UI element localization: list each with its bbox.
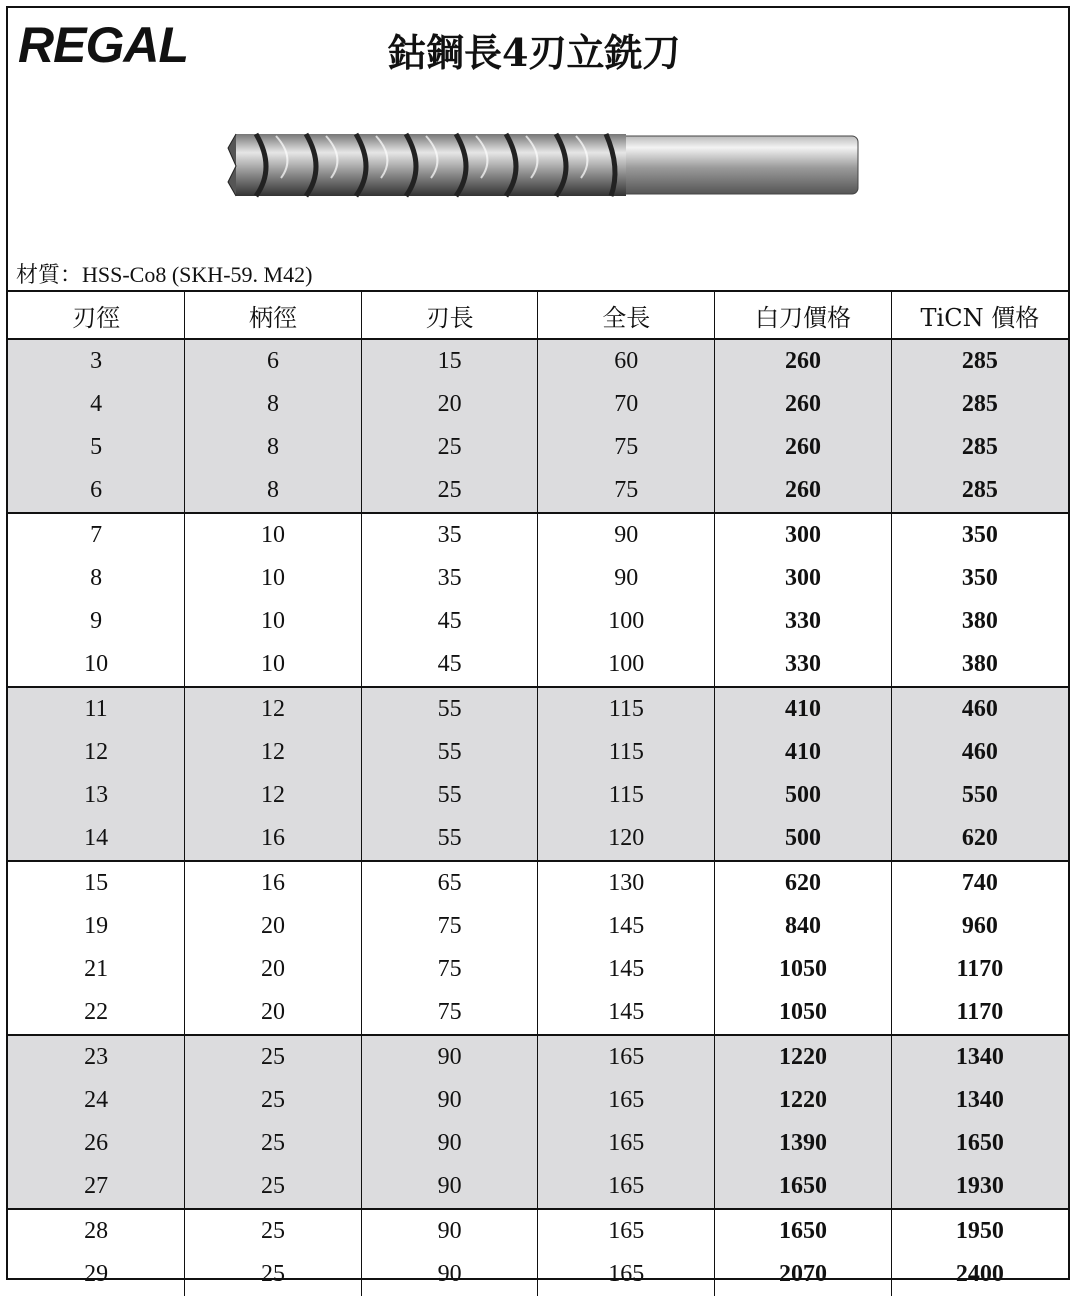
table-row [8,687,1068,731]
table-cell: 145 [538,948,715,991]
table-cell: 8 [90,565,103,591]
table-row [8,948,1068,991]
table-cell: 45 [361,600,538,643]
table-cell: 7 [8,513,185,557]
col-plain-price: 白刀價格 [715,291,892,339]
table-cell: 10 [185,557,362,600]
table-cell: 620 [891,817,1068,861]
table-row [8,774,1068,817]
table-cell: 500 [715,774,892,817]
table-row [8,383,1068,426]
table-cell: 90 [538,513,715,557]
table-cell: 130 [538,861,715,905]
table-cell: 10 [84,651,109,677]
table-cell: 24 [8,1079,185,1122]
table-cell: 70 [538,383,715,426]
table-cell: 740 [891,861,1068,905]
table-cell: 4 [8,383,185,426]
table-cell: 20 [361,383,538,426]
table-cell: 2070 [715,1253,892,1296]
table-cell: 45 [361,643,538,687]
row-group [8,339,1068,513]
page-title: 鈷鋼長4刃立銑刀 [388,30,681,75]
table-cell: 90 [538,557,715,600]
table-header-row [8,291,1068,339]
table-cell: 120 [538,817,715,861]
table-cell: 1340 [891,1079,1068,1122]
table-cell: 1650 [891,1122,1068,1165]
table-cell: 25 [185,1165,362,1209]
col-ticn-price: TiCN 價格 [891,291,1068,339]
table-cell: 285 [891,469,1068,513]
table-cell: 25 [185,1079,362,1122]
table-cell: 960 [891,905,1068,948]
table-cell: 19 [84,913,109,939]
table-cell: 115 [538,774,715,817]
table-row [8,731,1068,774]
table-cell: 1170 [891,991,1068,1035]
row-group [8,513,1068,687]
table-cell: 285 [891,339,1068,383]
table-cell: 55 [361,687,538,731]
table-row [8,643,1068,687]
table-row [8,469,1068,513]
table-cell: 300 [715,557,892,600]
table-cell: 8 [185,426,362,469]
material-label: 材質：HSS-Co8 (SKH-59. M42) [16,262,313,287]
table-cell: 145 [538,991,715,1035]
table-cell: 1340 [891,1035,1068,1079]
table-cell: 23 [8,1035,185,1079]
table-cell: 14 [8,817,185,861]
table-cell: 20 [185,948,362,991]
table-cell: 75 [361,948,538,991]
table-cell: 25 [361,469,538,513]
table-cell: 75 [538,469,715,513]
table-cell: 16 [185,817,362,861]
table-cell: 10 [185,643,362,687]
table-cell: 500 [715,817,892,861]
table-cell: 330 [715,600,892,643]
table-cell: 28 [8,1209,185,1253]
table-cell: 60 [538,339,715,383]
table-row [8,600,1068,643]
table-cell: 330 [715,643,892,687]
table-cell: 100 [538,643,715,687]
table-row [8,513,1068,557]
table-cell: 13 [8,774,185,817]
table-cell: 5 [8,426,185,469]
table-cell: 1220 [715,1035,892,1079]
table-row [8,1253,1068,1296]
table-cell: 55 [361,731,538,774]
table-row [8,426,1068,469]
table-cell: 25 [361,426,538,469]
table-cell: 75 [361,905,538,948]
row-group [8,1209,1068,1296]
table-cell: 55 [361,774,538,817]
table-cell: 26 [8,1122,185,1165]
table-cell: 350 [891,513,1068,557]
table-cell: 6 [185,339,362,383]
table-cell: 1930 [891,1165,1068,1209]
table-cell: 90 [361,1035,538,1079]
table-cell: 285 [891,426,1068,469]
table-cell: 90 [361,1253,538,1296]
table-cell: 90 [361,1209,538,1253]
header [8,8,1068,290]
row-group [8,687,1068,861]
table-cell: 90 [361,1165,538,1209]
table-row [8,1122,1068,1165]
table-cell: 90 [361,1079,538,1122]
table-cell: 11 [8,687,185,731]
table-row [8,339,1068,383]
col-shank-diameter: 柄徑 [185,291,362,339]
end-mill-image [226,118,866,208]
table-cell: 8 [185,469,362,513]
table-cell: 620 [715,861,892,905]
table-cell: 350 [891,557,1068,600]
table-cell: 6 [8,469,185,513]
table-cell: 285 [891,383,1068,426]
table-cell: 165 [538,1035,715,1079]
table-cell: 460 [891,687,1068,731]
table-cell: 12 [185,687,362,731]
table-cell: 260 [715,426,892,469]
table-row [8,557,1068,600]
col-overall-length: 全長 [538,291,715,339]
table-row [8,1035,1068,1079]
table-cell: 165 [538,1165,715,1209]
table-cell: 1390 [715,1122,892,1165]
table-cell: 165 [538,1209,715,1253]
table-cell: 22 [84,999,109,1025]
table-cell: 1220 [715,1079,892,1122]
table-cell: 65 [361,861,538,905]
table-cell: 10 [185,600,362,643]
table-cell: 9 [90,608,103,634]
table-cell: 115 [538,687,715,731]
table-cell: 2400 [891,1253,1068,1296]
catalog-frame [6,6,1070,1287]
table-cell: 75 [538,426,715,469]
table-cell: 380 [891,600,1068,643]
table-cell: 90 [361,1122,538,1165]
table-cell: 25 [185,1253,362,1296]
table-cell: 410 [715,687,892,731]
spec-table [8,290,1068,1296]
table-cell: 840 [715,905,892,948]
table-row [8,817,1068,861]
table-cell: 20 [185,905,362,948]
table-cell: 260 [715,383,892,426]
row-group [8,861,1068,1035]
brand-logo: REGAL [18,17,188,73]
table-cell: 300 [715,513,892,557]
table-cell: 165 [538,1079,715,1122]
table-cell: 1050 [715,948,892,991]
table-row [8,991,1068,1035]
table-cell: 8 [185,383,362,426]
table-row [8,905,1068,948]
table-cell: 21 [84,956,109,982]
table-cell: 75 [361,991,538,1035]
table-cell: 1650 [715,1209,892,1253]
table-cell: 20 [185,991,362,1035]
table-cell: 550 [891,774,1068,817]
table-row [8,1079,1068,1122]
table-cell: 260 [715,469,892,513]
table-cell: 145 [538,905,715,948]
table-cell: 12 [185,774,362,817]
table-cell: 27 [8,1165,185,1209]
table-cell: 1950 [891,1209,1068,1253]
table-cell: 29 [84,1261,109,1287]
col-cutting-diameter: 刃徑 [8,291,185,339]
table-cell: 100 [538,600,715,643]
table-cell: 115 [538,731,715,774]
table-cell: 16 [185,861,362,905]
table-cell: 25 [185,1035,362,1079]
table-cell: 380 [891,643,1068,687]
table-cell: 35 [361,557,538,600]
table-cell: 35 [361,513,538,557]
table-cell: 165 [538,1253,715,1296]
table-cell: 165 [538,1122,715,1165]
table-cell: 25 [185,1122,362,1165]
table-cell: 410 [715,731,892,774]
table-cell: 15 [361,339,538,383]
table-cell: 260 [715,339,892,383]
table-cell: 25 [185,1209,362,1253]
table-cell: 15 [8,861,185,905]
table-cell: 3 [8,339,185,383]
table-cell: 12 [8,731,185,774]
table-row [8,1165,1068,1209]
table-cell: 1650 [715,1165,892,1209]
table-cell: 460 [891,731,1068,774]
table-row [8,861,1068,905]
table-cell: 55 [361,817,538,861]
table-cell: 12 [185,731,362,774]
row-group [8,1035,1068,1209]
table-cell: 1170 [891,948,1068,991]
table-row [8,1209,1068,1253]
table-cell: 1050 [715,991,892,1035]
table-cell: 10 [185,513,362,557]
col-cutting-length: 刃長 [361,291,538,339]
